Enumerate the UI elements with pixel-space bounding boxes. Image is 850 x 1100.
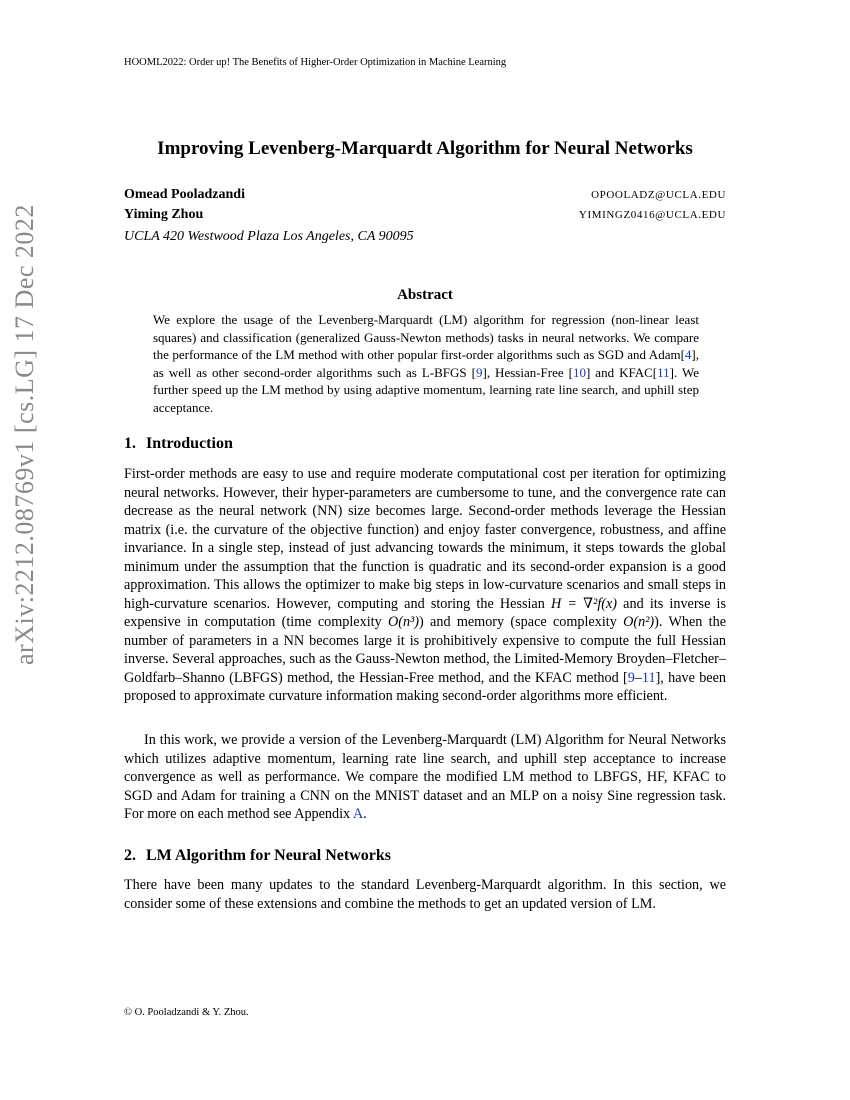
text-segment: In this work, we provide a version of the Levenberg-Marquardt (LM) Algorithm for Neural Networks which utilizes adaptive momentum, learning rate line search, and uphill step acceptance to increase convergence as well as performance. We compare the modified LM method to LBFGS, HF, KFAC to SGD and Adam for training a CNN on the MNIST dataset and an MLP on a noisy Sine regression task. For more on each method see Appendix [124, 732, 726, 822]
running-head: HOOML2022: Order up! The Benefits of Higher-Order Optimization in Machine Learning [124, 57, 507, 68]
math-inline: O(n³) [387, 614, 420, 630]
author-row [124, 207, 726, 227]
section-heading-lm-algorithm [124, 847, 391, 865]
citation-link[interactable]: 9 [627, 669, 635, 686]
author-block [124, 187, 726, 245]
intro-paragraph-2 [124, 731, 726, 824]
footer-copyright: © O. Pooladzandi & Y. Zhou. [124, 1007, 249, 1018]
author-email[interactable]: OPOOLADZ@UCLA.EDU [591, 189, 726, 201]
section-number: 1. [124, 435, 136, 452]
citation-link[interactable]: 9 [475, 364, 483, 380]
lm-paragraph-1: There have been many updates to the standard Levenberg-Marquardt algorithm. In this section, we consider some of these extensions and combine the methods to get an updated version of LM. [124, 877, 726, 912]
abstract-heading: Abstract [397, 287, 453, 303]
text-segment: First-order methods are easy to use and require moderate computational cost per iteration for optimizing neural networks. However, their hyper-parameters are cumbersome to tune, and the convergence rate can decrease as the neural network (NN) size becomes large. Second-order methods leverage the Hessian matrix (i.e. the curvature of the objective function) and enjoy faster convergence, robustness, and affine invariance. In a single step, instead of just advancing towards the minimum, it steps towards the global minimum under the assumption that the function is quadratic and its second-order expansion is a good approximation. This allows the optimizer to make big steps in low-curvature scenarios and small steps in high-curvature scenarios. However, computing and storing the Hessian [124, 466, 726, 612]
text-segment: – [634, 669, 642, 686]
author-email[interactable]: YIMINGZ0416@UCLA.EDU [578, 209, 726, 221]
affiliation: UCLA 420 Westwood Plaza Los Angeles, CA 90095 [124, 229, 414, 244]
abstract-text-segment: We explore the usage of the Levenberg-Marquardt (LM) algorithm for regression (non-linear least squares) and classification (generalized Gauss-Newton methods) tasks in neural networks. We compare the performance of the LM method with other popular first-order algorithms such as SGD and Adam[ [153, 312, 699, 362]
author-row [124, 187, 726, 207]
abstract-text-segment: ], as well as other second-order algorithms such as L-BFGS [ [153, 347, 699, 380]
appendix-link[interactable]: A [352, 806, 364, 822]
author-name: Omead Pooladzandi [124, 187, 245, 202]
section-number: 2. [124, 847, 136, 864]
section-heading-introduction [124, 435, 233, 453]
citation-link[interactable]: 11 [641, 669, 656, 686]
abstract-text-segment: ]. We further speed up the LM method by using adaptive momentum, learning rate line search, and uphill step acceptance. [153, 364, 699, 415]
section-title: LM Algorithm for Neural Networks [146, 847, 391, 864]
abstract-text-segment: ], Hessian-Free [ [482, 364, 573, 380]
math-inline: O(n²) [623, 614, 655, 630]
intro-paragraph-1 [124, 465, 726, 706]
citation-link[interactable]: 4 [684, 347, 692, 362]
citation-link[interactable]: 11 [657, 364, 670, 380]
abstract-text [153, 311, 699, 416]
paper-title: Improving Levenberg-Marquardt Algorithm for Neural Networks [157, 138, 693, 159]
author-name: Yiming Zhou [124, 207, 204, 222]
abstract-text-segment: ] and KFAC[ [585, 364, 658, 380]
text-segment: ], have been proposed to approximate curvature information making second-order algorithms more efficient. [124, 669, 726, 704]
text-segment: ) and memory (space complexity [419, 614, 624, 630]
text-segment: . [363, 806, 367, 822]
section-title: Introduction [146, 435, 233, 452]
math-inline: H = ∇²f(x) [551, 595, 618, 612]
arxiv-identifier: arXiv:2212.08769v1 [cs.LG] 17 Dec 2022 [10, 204, 39, 665]
text-segment: ). When the number of parameters in a NN becomes large it is prohibitively expensive to compute the full Hessian inverse. Several approaches, such as the Gauss-Newton method, the Limited-Memory Broyden–Fletcher–Goldfarb–Shanno (LBFGS) method, the Hessian-Free method, and the KFAC method [ [124, 614, 726, 686]
text-segment: and its inverse is expensive in computation (time complexity [124, 595, 727, 630]
citation-link[interactable]: 10 [572, 364, 586, 380]
